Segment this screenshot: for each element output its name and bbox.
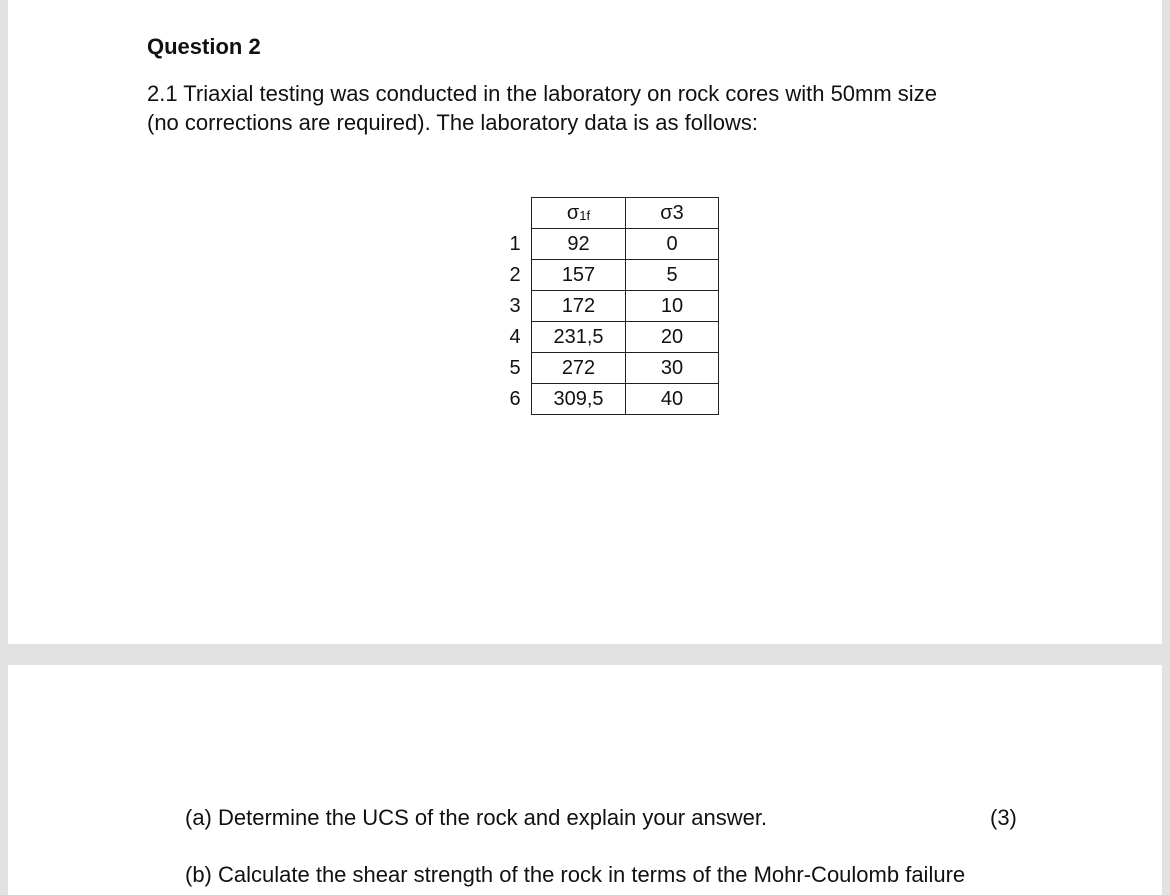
document-page-2 [8, 665, 1162, 895]
sigma1f-header-subscript: 1f [579, 207, 591, 223]
sigma3-cell: 10 [626, 291, 719, 322]
sigma1f-cell: 309,5 [532, 384, 626, 415]
index-header [499, 198, 532, 229]
part-b-question: (b) Calculate the shear strength of the rock in terms of the Mohr-Coulomb failure [185, 862, 966, 887]
part-a-marks: (3) [990, 805, 1017, 830]
intro-line-1: 2.1 Triaxial testing was conducted in the laboratory on rock cores with 50mm size [147, 81, 937, 106]
row-index: 4 [509, 325, 521, 348]
row-index: 1 [509, 232, 521, 255]
table-header-row [499, 198, 719, 229]
question-title: Question 2 [147, 34, 261, 59]
table-row [499, 384, 719, 415]
document-page-1 [8, 0, 1162, 644]
sigma3-cell: 5 [626, 260, 719, 291]
table-row [499, 353, 719, 384]
sigma3-cell: 20 [626, 322, 719, 353]
sigma1f-cell: 157 [532, 260, 626, 291]
sigma3-header: σ3 [626, 198, 719, 229]
sigma1f-cell: 172 [532, 291, 626, 322]
triaxial-data-table [499, 197, 719, 415]
part-a-question: (a) Determine the UCS of the rock and explain your answer. [185, 805, 768, 830]
sigma1f-cell: 231,5 [532, 322, 626, 353]
table-row [499, 291, 719, 322]
sigma1f-header [532, 198, 626, 229]
row-index: 5 [509, 356, 521, 379]
sigma1f-header-symbol: σ [566, 201, 580, 224]
sigma3-cell: 40 [626, 384, 719, 415]
row-index: 3 [509, 294, 521, 317]
sigma3-cell: 0 [626, 229, 719, 260]
intro-line-2: (no corrections are required). The laboratory data is as follows: [147, 110, 758, 135]
row-index: 6 [509, 387, 521, 410]
sigma3-cell: 30 [626, 353, 719, 384]
table-row [499, 260, 719, 291]
question-intro [147, 79, 1047, 137]
table-row [499, 322, 719, 353]
table-row [499, 229, 719, 260]
row-index: 2 [509, 263, 521, 286]
sigma1f-cell: 272 [532, 353, 626, 384]
sigma1f-cell: 92 [532, 229, 626, 260]
